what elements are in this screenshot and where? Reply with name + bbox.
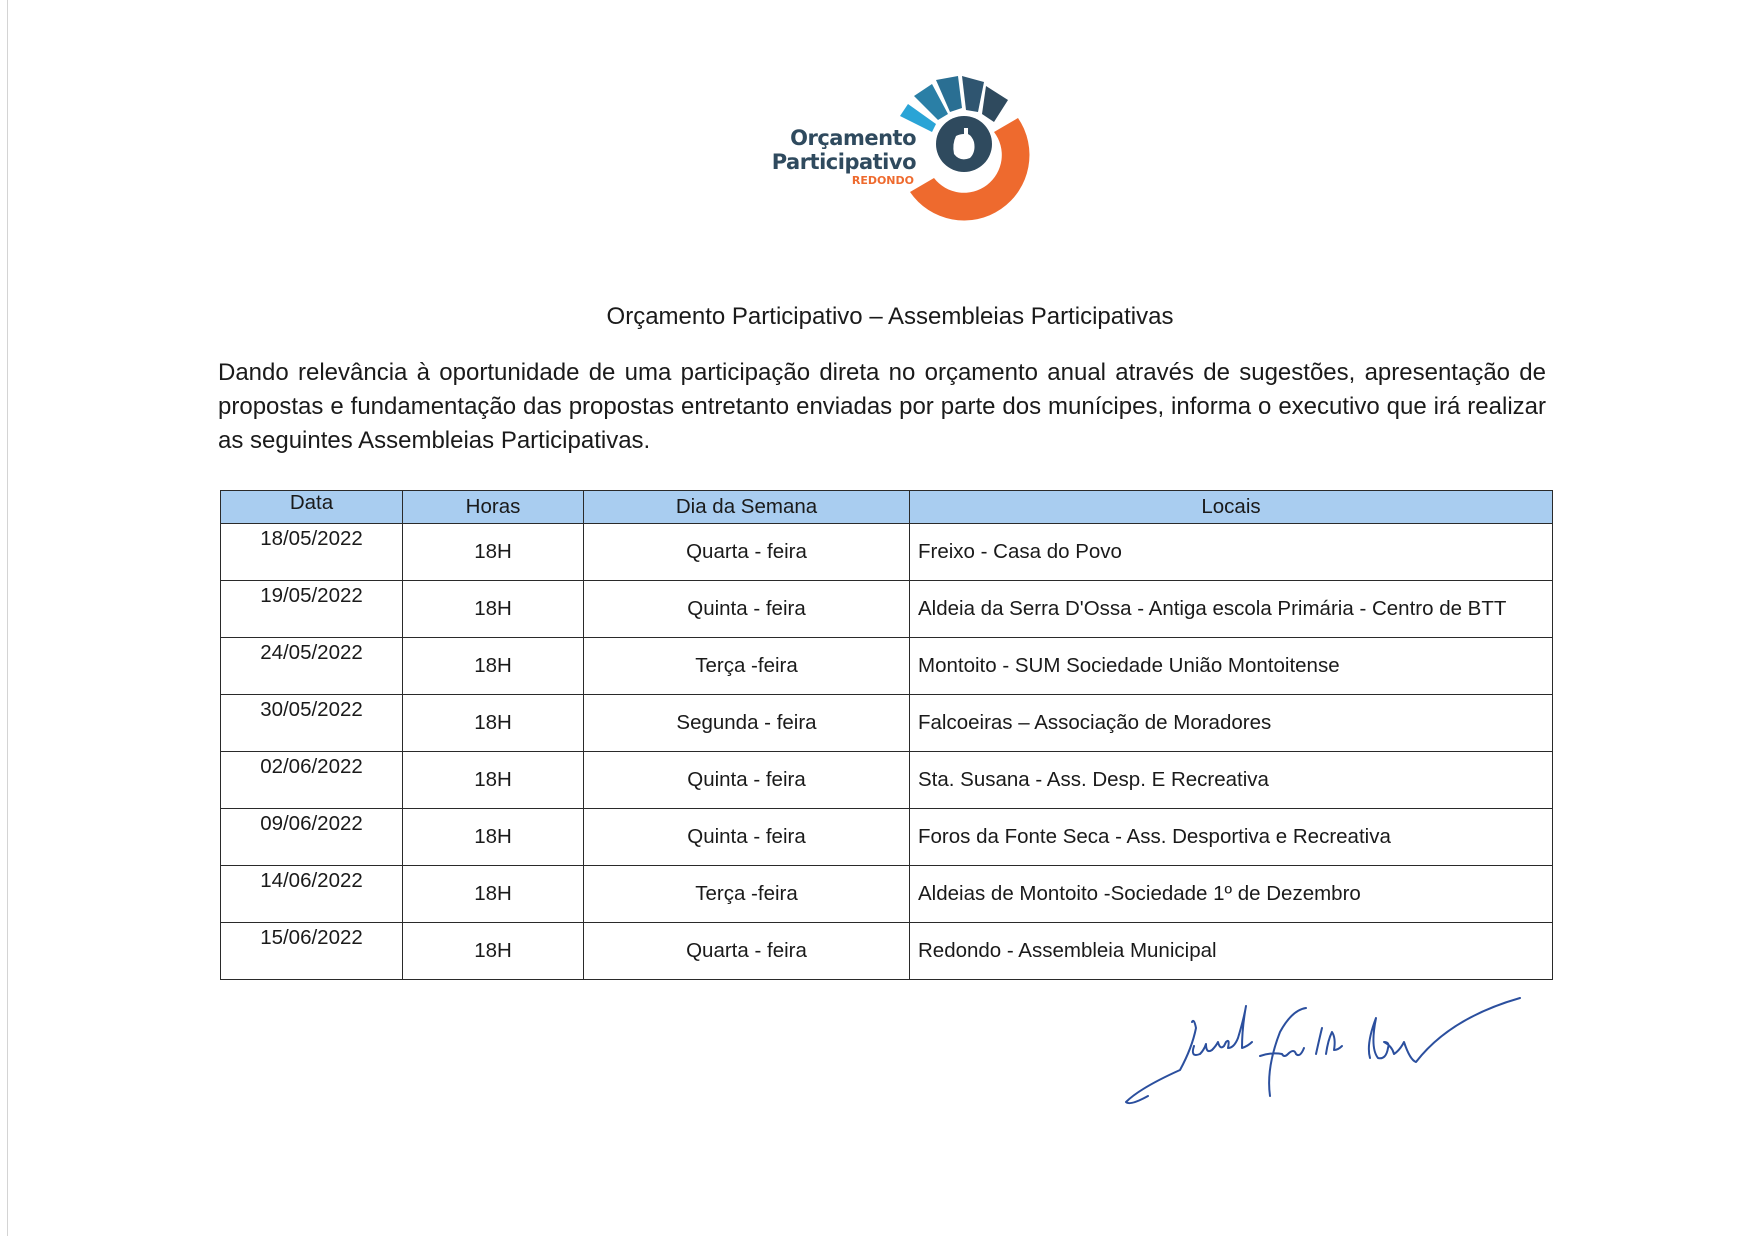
logo-emblem-icon [890, 70, 1040, 230]
cell-date: 24/05/2022 [221, 638, 403, 695]
table-header-row [221, 491, 1553, 524]
logo-ray [982, 86, 1008, 122]
logo-ray [962, 76, 984, 112]
logo-text-orcamento: Orçamento [790, 126, 916, 150]
cell-hour: 18H [403, 809, 584, 866]
cell-date: 19/05/2022 [221, 581, 403, 638]
table-row [221, 752, 1553, 809]
table-row [221, 524, 1553, 581]
table-row [221, 866, 1553, 923]
cell-place: Freixo - Casa do Povo [910, 524, 1553, 581]
cell-weekday: Quinta - feira [584, 752, 910, 809]
cell-weekday: Terça -feira [584, 866, 910, 923]
cell-place: Redondo - Assembleia Municipal [910, 923, 1553, 980]
cell-place: Montoito - SUM Sociedade União Montoitense [910, 638, 1553, 695]
logo-text-participativo: Participativo [771, 150, 916, 174]
column-header-hours: Horas [403, 491, 584, 524]
cell-place: Sta. Susana - Ass. Desp. E Recreativa [910, 752, 1553, 809]
table-row [221, 638, 1553, 695]
column-header-date: Data [221, 491, 403, 524]
cell-weekday: Quarta - feira [584, 524, 910, 581]
cell-place: Aldeias de Montoito -Sociedade 1º de Dezembro [910, 866, 1553, 923]
cell-weekday: Segunda - feira [584, 695, 910, 752]
cell-place: Foros da Fonte Seca - Ass. Desportiva e Recreativa [910, 809, 1553, 866]
cell-hour: 18H [403, 581, 584, 638]
cell-place: Falcoeiras – Associação de Moradores [910, 695, 1553, 752]
logo-text-redondo: REDONDO [851, 174, 914, 187]
cell-hour: 18H [403, 752, 584, 809]
cell-date: 14/06/2022 [221, 866, 403, 923]
handwritten-signature [1120, 988, 1580, 1118]
cell-weekday: Quarta - feira [584, 923, 910, 980]
cell-weekday: Quinta - feira [584, 809, 910, 866]
cell-weekday: Terça -feira [584, 638, 910, 695]
document-title: Orçamento Participativo – Assembleias Participativas [606, 303, 1174, 330]
table-row [221, 695, 1553, 752]
cell-hour: 18H [403, 695, 584, 752]
table-row [221, 581, 1553, 638]
cell-date: 02/06/2022 [221, 752, 403, 809]
table-row [221, 809, 1553, 866]
column-header-places: Locais [910, 491, 1553, 524]
cell-weekday: Quinta - feira [584, 581, 910, 638]
cell-hour: 18H [403, 524, 584, 581]
cell-date: 30/05/2022 [221, 695, 403, 752]
cell-date: 15/06/2022 [221, 923, 403, 980]
cell-date: 09/06/2022 [221, 809, 403, 866]
assemblies-table [220, 490, 1553, 980]
scan-edge-line [7, 0, 8, 1236]
cell-hour: 18H [403, 866, 584, 923]
cell-hour: 18H [403, 923, 584, 980]
logo [740, 70, 1050, 230]
cell-hour: 18H [403, 638, 584, 695]
cell-date: 18/05/2022 [221, 524, 403, 581]
intro-paragraph: Dando relevância à oportunidade de uma participação direta no orçamento anual através de sugestões, apresentação de propostas e fundamentação das propostas entretanto enviadas por parte dos munícipes, informa o executivo que irá realizar as seguintes Assembleias Participativas. [218, 359, 1546, 454]
column-header-weekday: Dia da Semana [584, 491, 910, 524]
table-row [221, 923, 1553, 980]
cell-place: Aldeia da Serra D'Ossa - Antiga escola Primária - Centro de BTT [910, 581, 1553, 638]
